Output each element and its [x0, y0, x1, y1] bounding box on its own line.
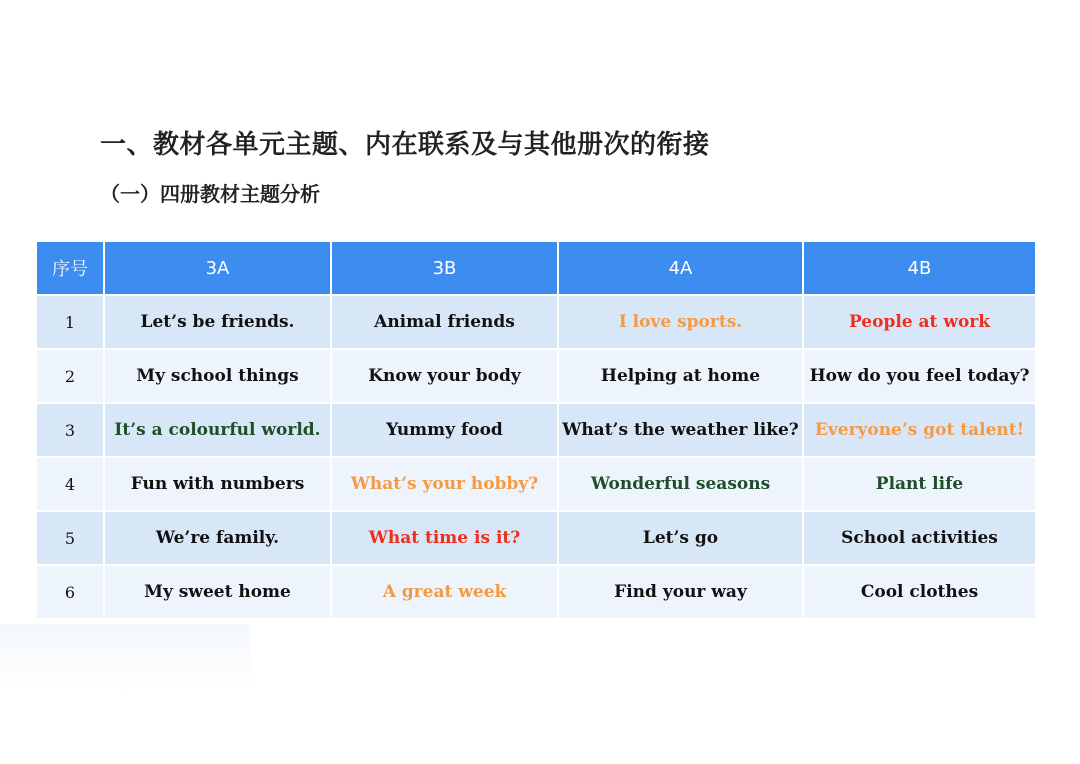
table-cell: [105, 404, 330, 456]
topic-text: People at work: [848, 312, 991, 332]
topic-text: My sweet home: [144, 582, 291, 602]
table-row: [37, 350, 1035, 402]
table-cell: [804, 512, 1035, 564]
row-number: 4: [37, 458, 103, 510]
topic-text: Plant life: [875, 474, 964, 494]
row-number: 2: [37, 350, 103, 402]
table-row: [37, 458, 1035, 510]
topic-text: How do you feel today?: [809, 366, 1030, 386]
table-row: [37, 512, 1035, 564]
topic-text: Everyone’s got talent!: [814, 420, 1025, 440]
header-3a: 3A: [105, 242, 330, 294]
topic-text: Yummy food: [386, 420, 503, 440]
table-cell: [105, 458, 330, 510]
row-number: 1: [37, 296, 103, 348]
header-4b: 4B: [804, 242, 1035, 294]
topic-text: What’s your hobby?: [350, 474, 539, 494]
table-cell: [804, 350, 1035, 402]
table-row: [37, 566, 1035, 618]
textbook-topics-table: [35, 240, 1037, 620]
table-cell: [559, 566, 802, 618]
topic-text: Cool clothes: [860, 582, 979, 602]
table-cell: [105, 350, 330, 402]
topic-text: My school things: [136, 366, 299, 386]
topic-text: Fun with numbers: [130, 474, 305, 494]
table-cell: [804, 296, 1035, 348]
table-cell: [105, 296, 330, 348]
topic-text: Let’s be friends.: [140, 312, 295, 332]
row-number: 3: [37, 404, 103, 456]
topic-text: We’re family.: [155, 528, 280, 548]
table-cell: [559, 296, 802, 348]
background-smudge: [0, 624, 250, 694]
table-cell: [105, 512, 330, 564]
topic-text: A great week: [382, 582, 507, 602]
table-cell: [105, 566, 330, 618]
table-cell: [804, 566, 1035, 618]
table-cell: [332, 458, 557, 510]
topic-text: It’s a colourful world.: [114, 420, 321, 440]
section-subtitle: （一）四册教材主题分析: [100, 182, 320, 206]
header-3b: 3B: [332, 242, 557, 294]
table-cell: [332, 566, 557, 618]
table-cell: [804, 458, 1035, 510]
table-row: [37, 404, 1035, 456]
topic-text: I love sports.: [618, 312, 743, 332]
table-cell: [559, 458, 802, 510]
row-number: 6: [37, 566, 103, 618]
topic-text: Helping at home: [600, 366, 761, 386]
table-row: [37, 296, 1035, 348]
topic-text: What time is it?: [368, 528, 521, 548]
table-cell: [559, 512, 802, 564]
table-cell: [804, 404, 1035, 456]
page-title: 一、教材各单元主题、内在联系及与其他册次的衔接: [100, 130, 710, 160]
table-header-row: [37, 242, 1035, 294]
table-cell: [559, 404, 802, 456]
topic-text: Let’s go: [642, 528, 719, 548]
topic-text: Animal friends: [374, 312, 515, 332]
topic-text: Know your body: [368, 366, 521, 386]
header-4a: 4A: [559, 242, 802, 294]
header-index: 序号: [37, 242, 103, 294]
topic-text: School activities: [841, 528, 998, 548]
row-number: 5: [37, 512, 103, 564]
topic-text: Wonderful seasons: [590, 474, 771, 494]
table-cell: [332, 296, 557, 348]
table-cell: [559, 350, 802, 402]
table-cell: [332, 350, 557, 402]
table-cell: [332, 512, 557, 564]
topic-text: What’s the weather like?: [562, 420, 799, 440]
topic-text: Find your way: [614, 582, 747, 602]
table-cell: [332, 404, 557, 456]
